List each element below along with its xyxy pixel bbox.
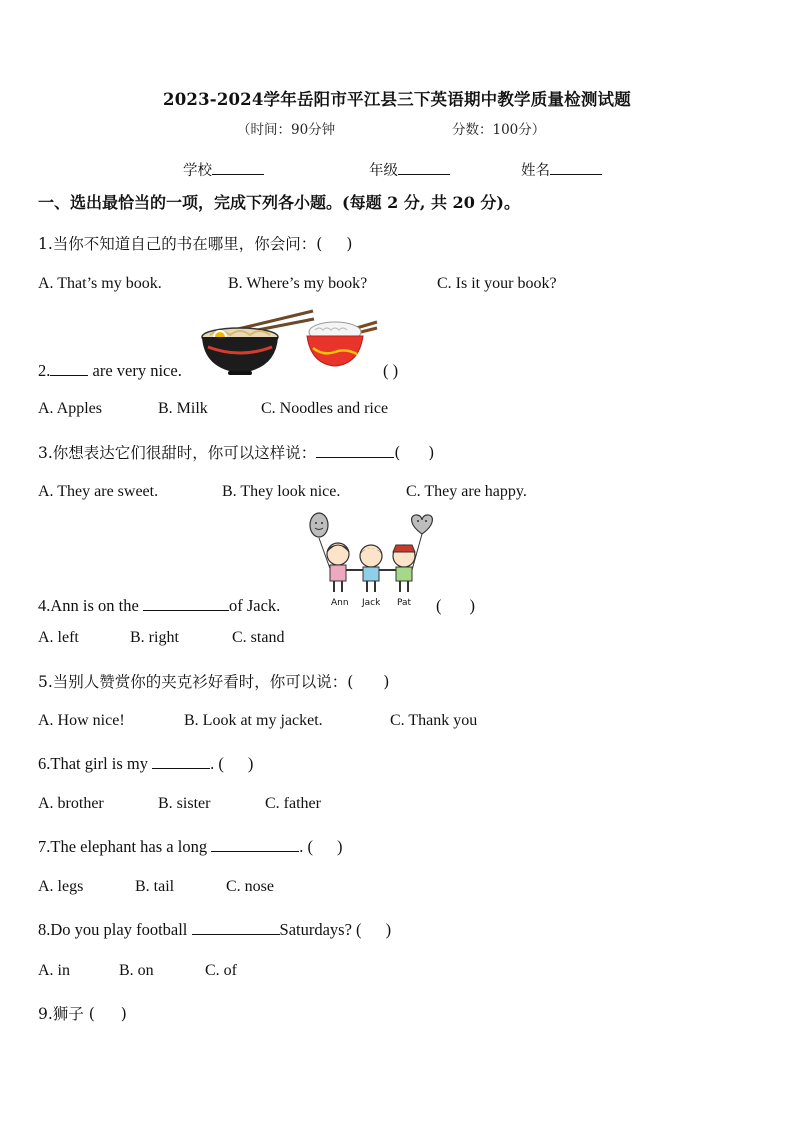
question-1: [38, 232, 352, 254]
option-a[interactable]: A. That’s my book.: [38, 275, 162, 292]
question-close: ): [336, 837, 343, 856]
name-label-ann: Ann: [331, 598, 349, 608]
question-stem-end: of Jack.: [228, 596, 281, 615]
question-6: [38, 754, 253, 774]
question-7: [38, 837, 342, 857]
question-8: [38, 920, 391, 940]
option-a[interactable]: A. left: [38, 629, 79, 646]
option-c[interactable]: C. nose: [226, 878, 274, 895]
question-2: [38, 361, 182, 381]
paren-open: (: [436, 596, 442, 615]
answer-blank[interactable]: [143, 596, 229, 611]
option-c[interactable]: C. stand: [232, 629, 285, 646]
question-stem: are very nice.: [92, 361, 182, 380]
answer-blank[interactable]: [192, 920, 280, 935]
question-stem: 7.The elephant has a long: [38, 837, 212, 856]
answer-blank[interactable]: [50, 361, 88, 376]
option-c[interactable]: C. Thank you: [390, 712, 478, 729]
exam-time: （时间：90分钟: [237, 122, 336, 138]
exam-score: 分数：100分）: [452, 122, 546, 138]
option-c[interactable]: C. They are happy.: [406, 483, 527, 500]
answer-paren[interactable]: [436, 596, 475, 616]
option-b[interactable]: B. Milk: [158, 400, 208, 417]
question-9: [38, 1002, 127, 1024]
grade-blank[interactable]: [398, 160, 450, 175]
answer-paren[interactable]: ( ): [383, 361, 399, 380]
noodle-bowl-image: [198, 307, 316, 377]
name-field: [521, 159, 602, 180]
question-5: [38, 670, 389, 692]
option-b[interactable]: B. Look at my jacket.: [184, 712, 323, 729]
answer-blank[interactable]: [316, 443, 394, 458]
question-stem: 6.That girl is my: [38, 754, 153, 773]
name-blank[interactable]: [550, 160, 602, 175]
name-label: 姓名: [521, 163, 550, 179]
option-c[interactable]: C. Is it your book?: [437, 275, 557, 292]
kids-with-balloons-image: [308, 512, 438, 612]
option-a[interactable]: A. They are sweet.: [38, 483, 159, 500]
page-title: 2023-2024学年岳阳市平江县三下英语期中教学质量检测试题: [163, 90, 631, 109]
question-stem-end: . (: [210, 754, 224, 773]
question-stem: 4.Ann is on the: [38, 596, 143, 615]
name-label-jack: Jack: [362, 598, 381, 608]
question-close: ): [120, 1005, 127, 1023]
option-c[interactable]: C. Noodles and rice: [261, 400, 389, 417]
question-3: [38, 441, 434, 463]
section-1-title: 一、选出最恰当的一项，完成下列各小题。(每题 2 分, 共 20 分)。: [38, 193, 520, 212]
question-stem-end: Saturdays? (: [279, 920, 362, 939]
question-close: ): [385, 920, 392, 939]
question-stem: 9.狮子 (: [38, 1005, 95, 1023]
option-a[interactable]: A. legs: [38, 878, 84, 895]
rice-bowl-image: [305, 318, 380, 370]
question-close: ): [346, 235, 353, 253]
grade-label: 年级: [369, 163, 398, 179]
question-close: ): [247, 754, 254, 773]
paren-close: ): [469, 596, 475, 615]
option-a[interactable]: A. Apples: [38, 400, 102, 417]
grade-field: [369, 159, 450, 180]
question-close: ): [383, 673, 390, 691]
option-c[interactable]: C. father: [265, 795, 321, 812]
option-a[interactable]: A. brother: [38, 795, 104, 812]
question-stem: 1.当你不知道自己的书在哪里，你会问：(: [38, 235, 323, 253]
school-label: 学校: [183, 163, 212, 179]
answer-blank[interactable]: [152, 754, 210, 769]
option-b[interactable]: B. right: [130, 629, 179, 646]
option-b[interactable]: B. sister: [158, 795, 211, 812]
question-close: ): [428, 444, 435, 462]
question-paren: (: [394, 444, 401, 462]
question-stem: 3.你想表达它们很甜时，你可以这样说：: [38, 444, 317, 462]
question-number: 2.: [38, 361, 51, 380]
option-b[interactable]: B. Where’s my book?: [228, 275, 368, 292]
question-stem: 8.Do you play football: [38, 920, 192, 939]
school-field: [183, 159, 264, 180]
question-stem-end: . (: [299, 837, 313, 856]
option-b[interactable]: B. They look nice.: [222, 483, 341, 500]
answer-blank[interactable]: [211, 837, 299, 852]
option-a[interactable]: A. in: [38, 962, 70, 979]
option-c[interactable]: C. of: [205, 962, 237, 979]
school-blank[interactable]: [212, 160, 264, 175]
option-b[interactable]: B. on: [119, 962, 154, 979]
question-4: [38, 596, 280, 616]
name-label-pat: Pat: [397, 598, 412, 608]
option-b[interactable]: B. tail: [135, 878, 175, 895]
question-stem: 5.当别人赞赏你的夹克衫好看时，你可以说：(: [38, 673, 354, 691]
option-a[interactable]: A. How nice!: [38, 712, 125, 729]
